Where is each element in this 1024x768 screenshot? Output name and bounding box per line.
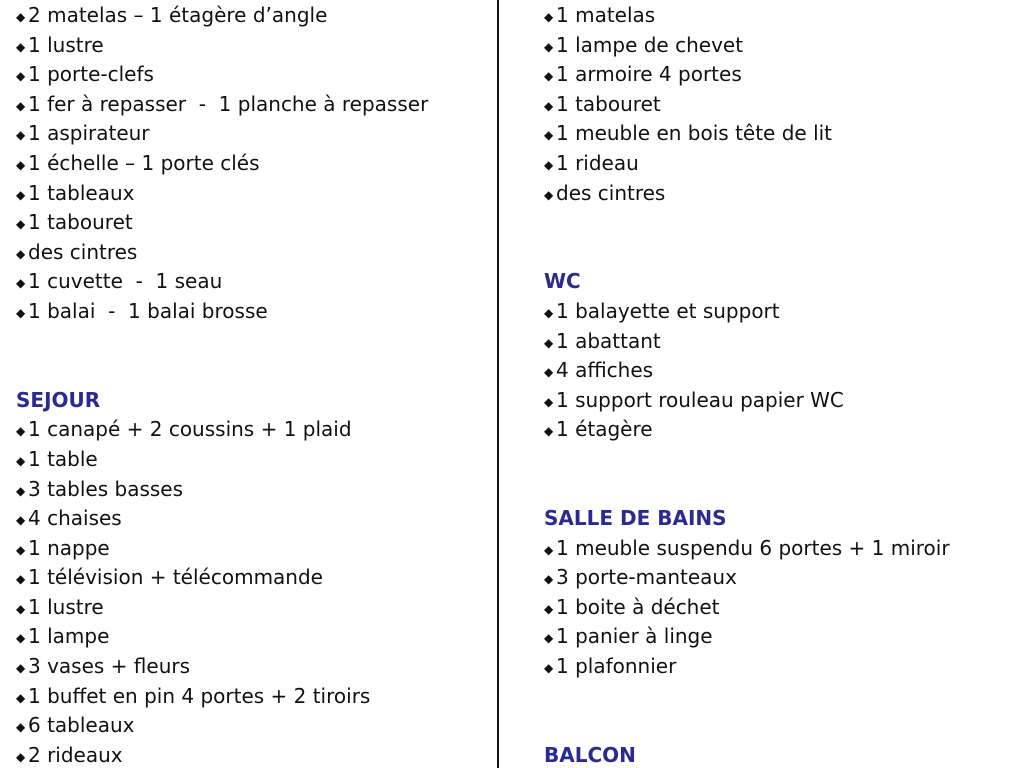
list-item-text: 3 porte-manteaux bbox=[556, 565, 737, 590]
list-item bbox=[16, 60, 486, 90]
list-item-text: 1 aspirateur bbox=[28, 121, 150, 146]
bullet-icon: ◆ bbox=[16, 749, 26, 764]
bullet-icon: ◆ bbox=[16, 157, 26, 172]
blank-line bbox=[544, 711, 1014, 741]
list-item-text: 1 lustre bbox=[28, 594, 104, 619]
list-item-text: 2 matelas – 1 étagère d’angle bbox=[28, 3, 328, 27]
list-item-text: 1 boite à déchet bbox=[556, 594, 720, 619]
list-item-text: 1 tabouret bbox=[28, 210, 133, 235]
list-item-text: 1 balayette et support bbox=[556, 298, 780, 323]
bullet-icon: ◆ bbox=[16, 720, 26, 735]
list-item-text: des cintres bbox=[28, 239, 138, 264]
bullet-icon: ◆ bbox=[544, 69, 554, 84]
bullet-icon: ◆ bbox=[544, 424, 554, 439]
bullet-icon: ◆ bbox=[544, 187, 554, 202]
bullet-icon: ◆ bbox=[16, 305, 26, 320]
bullet-icon: ◆ bbox=[544, 98, 554, 113]
blank-line bbox=[544, 238, 1014, 268]
section-heading: BALCON bbox=[544, 742, 636, 767]
bullet-icon: ◆ bbox=[16, 690, 26, 705]
list-item bbox=[544, 327, 1014, 357]
bullet-icon: ◆ bbox=[16, 572, 26, 587]
list-item bbox=[544, 415, 1014, 445]
list-item bbox=[16, 267, 486, 297]
list-item-text: 1 échelle – 1 porte clés bbox=[28, 150, 260, 175]
list-item bbox=[16, 711, 486, 741]
list-item bbox=[16, 179, 486, 209]
section-heading: SALLE DE BAINS bbox=[544, 506, 727, 531]
list-item-text: 1 matelas bbox=[556, 3, 656, 27]
blank-line bbox=[16, 327, 486, 357]
list-item bbox=[544, 179, 1014, 209]
list-item-text: 3 tables basses bbox=[28, 476, 184, 501]
list-item bbox=[16, 682, 486, 712]
bullet-icon: ◆ bbox=[16, 601, 26, 616]
list-item bbox=[16, 534, 486, 564]
list-item bbox=[16, 622, 486, 652]
bullet-icon: ◆ bbox=[544, 335, 554, 350]
bullet-icon: ◆ bbox=[544, 157, 554, 172]
bullet-icon: ◆ bbox=[544, 631, 554, 646]
list-item-text: 1 armoire 4 portes bbox=[556, 62, 742, 87]
list-item-text: 1 cuvette - 1 seau bbox=[28, 269, 223, 294]
bullet-icon: ◆ bbox=[16, 128, 26, 143]
list-item bbox=[544, 1, 1014, 31]
list-item bbox=[16, 238, 486, 268]
list-item-text: 1 étagère bbox=[556, 417, 653, 442]
list-item bbox=[544, 119, 1014, 149]
list-item bbox=[16, 415, 486, 445]
bullet-icon: ◆ bbox=[16, 661, 26, 676]
list-item bbox=[16, 593, 486, 623]
bullet-icon: ◆ bbox=[16, 10, 26, 24]
bullet-icon: ◆ bbox=[544, 661, 554, 676]
bullet-icon: ◆ bbox=[544, 39, 554, 54]
list-item-text: 1 meuble en bois tête de lit bbox=[556, 121, 833, 146]
bullet-icon: ◆ bbox=[16, 483, 26, 498]
list-item bbox=[544, 149, 1014, 179]
left-column bbox=[16, 1, 486, 768]
list-item-text: 1 nappe bbox=[28, 535, 110, 560]
list-item bbox=[16, 149, 486, 179]
list-item-text: 4 affiches bbox=[556, 358, 654, 383]
list-item-text: 1 tabouret bbox=[556, 91, 661, 116]
list-item bbox=[544, 90, 1014, 120]
bullet-icon: ◆ bbox=[544, 394, 554, 409]
list-item bbox=[16, 90, 486, 120]
list-item-text: 1 porte-clefs bbox=[28, 62, 154, 87]
bullet-icon: ◆ bbox=[16, 69, 26, 84]
bullet-icon: ◆ bbox=[16, 246, 26, 261]
bullet-icon: ◆ bbox=[16, 187, 26, 202]
list-item bbox=[16, 31, 486, 61]
list-item bbox=[544, 593, 1014, 623]
bullet-icon: ◆ bbox=[544, 305, 554, 320]
list-item bbox=[16, 445, 486, 475]
list-item bbox=[544, 534, 1014, 564]
list-item-text: 1 rideau bbox=[556, 150, 639, 175]
list-item-text: 2 rideaux bbox=[28, 742, 123, 767]
list-item bbox=[544, 60, 1014, 90]
list-item-text: 1 canapé + 2 coussins + 1 plaid bbox=[28, 417, 352, 442]
list-item-text: 6 tableaux bbox=[28, 713, 135, 738]
bullet-icon: ◆ bbox=[16, 98, 26, 113]
list-item-text: 1 buffet en pin 4 portes + 2 tiroirs bbox=[28, 683, 371, 708]
list-item-text: 1 balai - 1 balai brosse bbox=[28, 298, 268, 323]
list-item bbox=[544, 297, 1014, 327]
bullet-icon: ◆ bbox=[16, 39, 26, 54]
list-item-text: 1 support rouleau papier WC bbox=[556, 387, 844, 412]
right-column bbox=[544, 1, 1014, 768]
list-item bbox=[544, 622, 1014, 652]
list-item-text: 1 abattant bbox=[556, 328, 661, 353]
list-item bbox=[544, 652, 1014, 682]
list-item bbox=[16, 208, 486, 238]
list-item-text: 1 fer à repasser - 1 planche à repasser bbox=[28, 91, 429, 116]
blank-line bbox=[544, 445, 1014, 475]
list-item bbox=[544, 31, 1014, 61]
section-heading: SEJOUR bbox=[16, 387, 101, 412]
list-item bbox=[16, 119, 486, 149]
list-item-text: 1 meuble suspendu 6 portes + 1 miroir bbox=[556, 535, 950, 560]
bullet-icon: ◆ bbox=[544, 572, 554, 587]
bullet-icon: ◆ bbox=[544, 365, 554, 380]
bullet-icon: ◆ bbox=[16, 631, 26, 646]
blank-line bbox=[544, 208, 1014, 238]
list-item-text: 4 chaises bbox=[28, 506, 122, 531]
list-item-text: 1 tableaux bbox=[28, 180, 135, 205]
list-item bbox=[16, 297, 486, 327]
list-item bbox=[16, 1, 486, 31]
bullet-icon: ◆ bbox=[16, 513, 26, 528]
list-item bbox=[544, 386, 1014, 416]
section-heading: WC bbox=[544, 269, 581, 294]
bullet-icon: ◆ bbox=[544, 601, 554, 616]
bullet-icon: ◆ bbox=[544, 128, 554, 143]
list-item bbox=[16, 475, 486, 505]
bullet-icon: ◆ bbox=[16, 276, 26, 291]
column-divider bbox=[497, 0, 499, 768]
list-item bbox=[16, 563, 486, 593]
bullet-icon: ◆ bbox=[16, 542, 26, 557]
list-item-text: 1 lustre bbox=[28, 32, 104, 57]
blank-line bbox=[544, 682, 1014, 712]
list-item bbox=[544, 356, 1014, 386]
list-item-text: 1 télévision + télécommande bbox=[28, 565, 323, 590]
list-item-text: 1 lampe de chevet bbox=[556, 32, 744, 57]
list-item bbox=[16, 652, 486, 682]
list-item-text: 1 panier à linge bbox=[556, 624, 713, 649]
blank-line bbox=[16, 356, 486, 386]
bullet-icon: ◆ bbox=[16, 217, 26, 232]
list-item-text: 3 vases + fleurs bbox=[28, 654, 191, 679]
blank-line bbox=[544, 475, 1014, 505]
list-item-text: 1 plafonnier bbox=[556, 654, 677, 679]
bullet-icon: ◆ bbox=[544, 10, 554, 24]
list-item-text: 1 table bbox=[28, 446, 98, 471]
bullet-icon: ◆ bbox=[544, 542, 554, 557]
list-item bbox=[16, 504, 486, 534]
bullet-icon: ◆ bbox=[16, 424, 26, 439]
list-item-text: des cintres bbox=[556, 180, 666, 205]
list-item bbox=[16, 741, 486, 768]
list-item-text: 1 lampe bbox=[28, 624, 110, 649]
list-item bbox=[544, 563, 1014, 593]
bullet-icon: ◆ bbox=[16, 453, 26, 468]
